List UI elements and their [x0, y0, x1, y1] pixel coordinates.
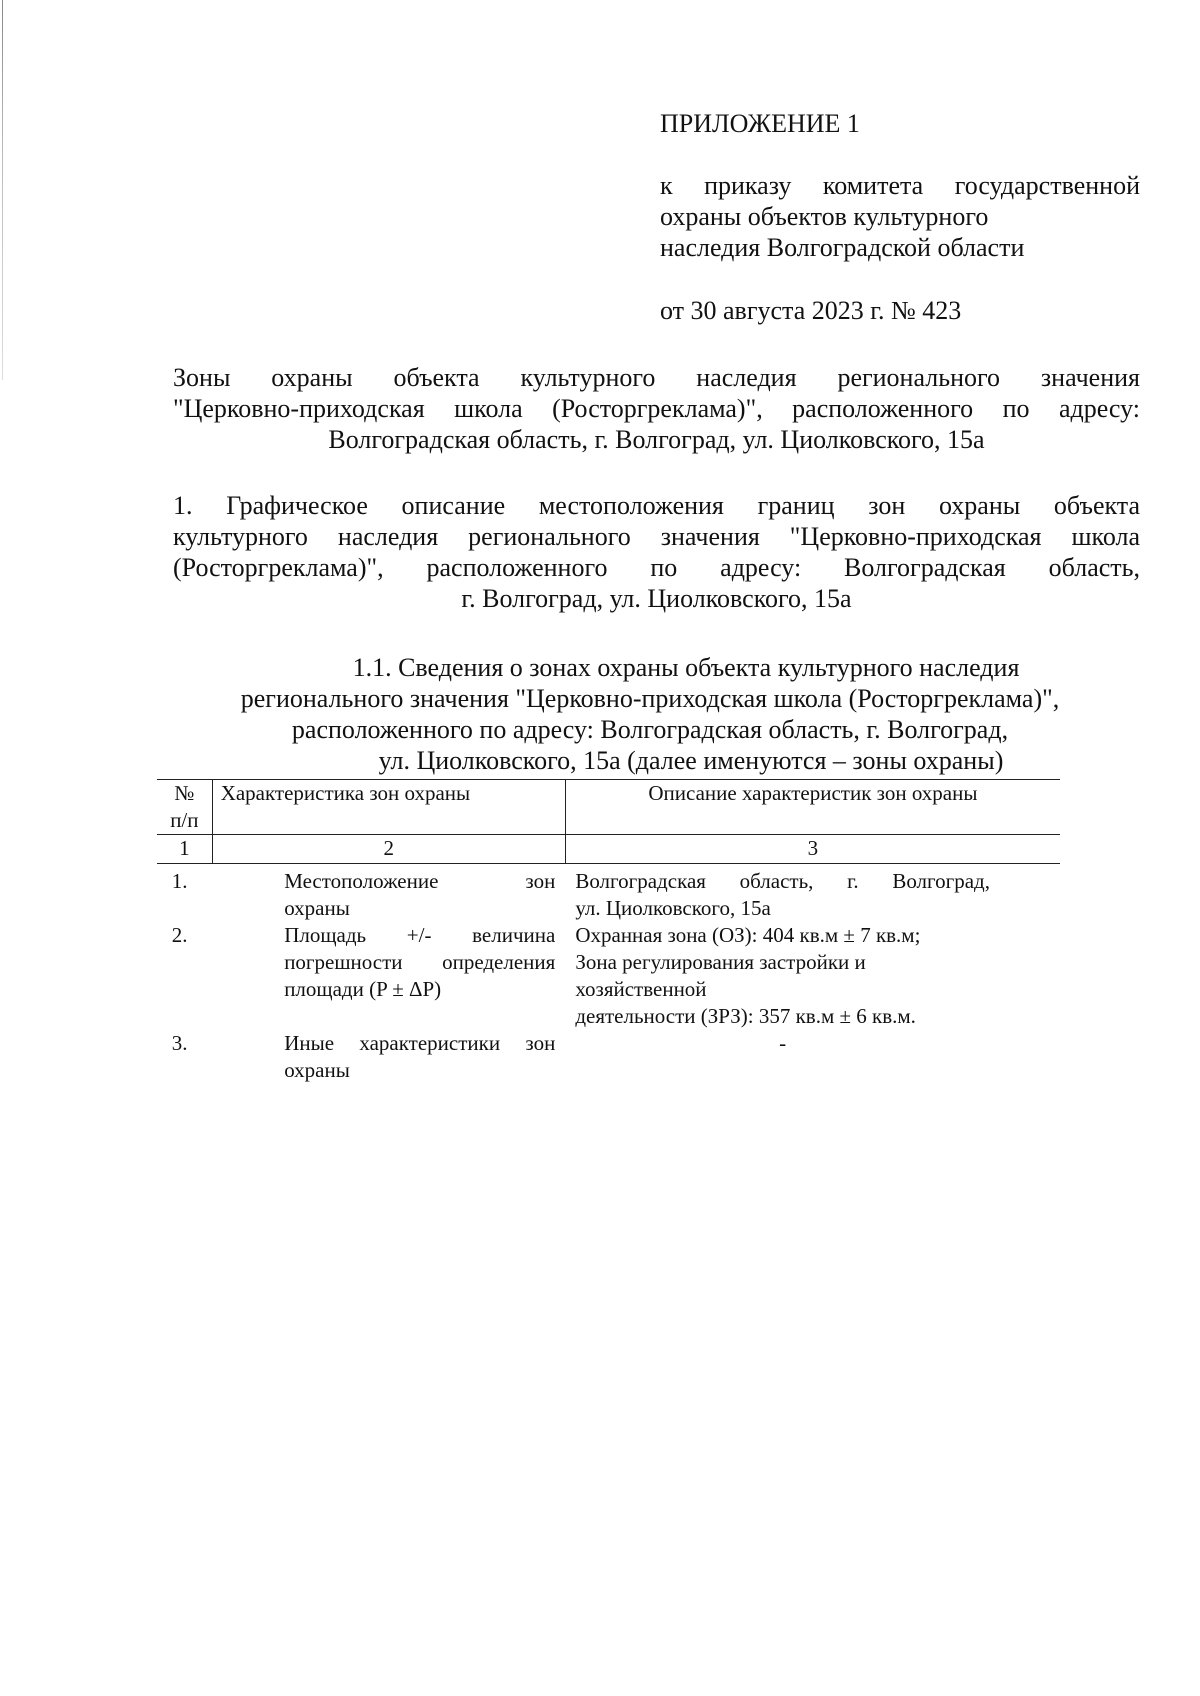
row-num: 1. — [171, 869, 188, 893]
section-1-1-line: ул. Циолковского, 15а (далее именуются – зоны охраны) — [378, 746, 1004, 775]
cell-line: Местоположение зон — [284, 869, 556, 893]
section-1-line: культурного наследия регионального значения "Церковно-приходская школа — [173, 522, 1140, 551]
row-description — [565, 922, 1060, 1030]
header-characteristic: Характеристика зон охраны — [212, 780, 565, 835]
cell-line: Зона регулирования застройки и хозяйственной — [575, 950, 866, 1001]
order-date: от 30 августа 2023 г. № 423 — [660, 296, 962, 325]
row-description — [565, 1030, 1060, 1084]
row-characteristic — [212, 922, 565, 1030]
cell-line: Волгоградская область, г. Волгоград, — [575, 869, 990, 893]
appendix-line: охраны объектов культурного — [660, 202, 989, 231]
appendix-title: ПРИЛОЖЕНИЕ 1 — [660, 109, 860, 138]
header-num-line: п/п — [170, 808, 199, 832]
column-number: 2 — [212, 835, 565, 864]
cell-line: Охранная зона (ОЗ): 404 кв.м ± 7 кв.м; — [575, 923, 921, 947]
section-1-1-line: расположенного по адресу: Волгоградская область, г. Волгоград, — [291, 715, 1009, 744]
section-1-1-line: 1.1. Сведения о зонах охраны объекта культурного наследия — [352, 653, 1020, 682]
appendix-line: наследия Волгоградской области — [660, 233, 1025, 262]
header-num-line: № — [174, 781, 195, 805]
section-1-line: 1. Графическое описание местоположения границ зон охраны объекта — [173, 491, 1140, 520]
heading-line: Зоны охраны объекта культурного наследия регионального значения — [173, 363, 1140, 392]
row-num: 2. — [171, 923, 188, 947]
cell-line: Площадь +/- величина — [284, 923, 556, 947]
section-1-line: (Росторгреклама)", расположенного по адресу: Волгоградская область, — [173, 553, 1140, 582]
empty-value-dash: - — [779, 1031, 787, 1055]
cell-line: охраны — [284, 1058, 350, 1082]
cell-line: ул. Циолковского, 15а — [575, 896, 771, 920]
table-row — [157, 1030, 1060, 1084]
scan-edge-line — [2, 0, 3, 380]
column-number: 3 — [565, 835, 1060, 864]
row-characteristic — [212, 864, 565, 923]
header-num — [157, 780, 212, 835]
table-row — [157, 922, 1060, 1030]
cell-line: погрешности определения — [284, 950, 556, 974]
heading-line: Волгоградская область, г. Волгоград, ул. Циолковского, 15а — [328, 425, 985, 454]
row-num: 3. — [171, 1031, 188, 1055]
document-heading — [173, 362, 1140, 455]
row-characteristic — [212, 1030, 565, 1084]
section-1-1-line: регионального значения "Церковно-приходская школа (Росторгреклама)", — [240, 684, 1060, 713]
cell-line: Иные характеристики зон — [284, 1031, 556, 1055]
section-1-1 — [180, 652, 1120, 776]
zones-table — [157, 779, 1060, 1084]
column-number: 1 — [157, 835, 212, 864]
table-row — [157, 864, 1060, 923]
section-1-line: г. Волгоград, ул. Циолковского, 15а — [461, 584, 852, 613]
header-description: Описание характеристик зон охраны — [565, 780, 1060, 835]
table-header-row — [157, 780, 1060, 835]
appendix-block — [660, 108, 1140, 326]
row-description — [565, 864, 1060, 923]
section-1 — [173, 490, 1140, 614]
appendix-line: к приказу комитета государственной — [660, 171, 1140, 200]
heading-line: "Церковно-приходская школа (Росторгреклама)", расположенного по адресу: — [173, 394, 1140, 423]
cell-line: охраны — [284, 896, 350, 920]
cell-line: площади (P ± ΔP) — [284, 977, 442, 1001]
table-column-numbers-row — [157, 835, 1060, 864]
cell-line: деятельности (ЗРЗ): 357 кв.м ± 6 кв.м. — [575, 1004, 916, 1028]
